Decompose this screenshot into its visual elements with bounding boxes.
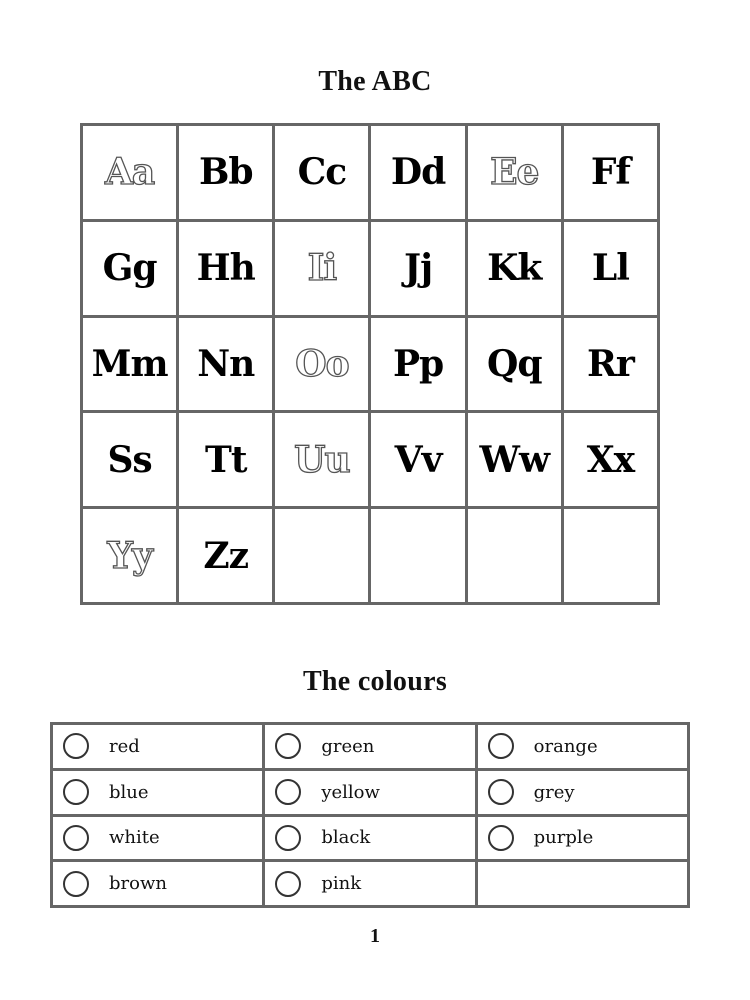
colours-title: The colours [302, 666, 448, 697]
letter-t: Tt [205, 438, 247, 481]
letter-p: Pp [392, 342, 444, 385]
letter-w: Ww [479, 438, 549, 481]
letter-cell-y [83, 509, 176, 602]
letter-cell-f [564, 126, 657, 219]
letter-cell-j [371, 222, 464, 315]
letter-cell-m [83, 318, 176, 411]
letter-cell-s [83, 413, 176, 506]
letter-u: Uu [294, 438, 350, 481]
letter-cell-w [468, 413, 561, 506]
letter-cell-i [275, 222, 368, 315]
letter-j: Jj [404, 247, 433, 290]
colour-label: orange [533, 735, 598, 757]
colour-item-brown [53, 862, 262, 905]
colour-item-white [53, 817, 262, 860]
circle-checkbox[interactable] [275, 825, 301, 851]
circle-checkbox[interactable] [488, 779, 514, 805]
circle-checkbox[interactable] [63, 733, 89, 759]
colour-item-grey [478, 771, 687, 814]
circle-checkbox[interactable] [63, 779, 89, 805]
letter-cell-d [371, 126, 464, 219]
letter-x: Xx [586, 438, 635, 481]
colour-label: white [109, 827, 160, 849]
colour-label: purple [533, 827, 594, 849]
letter-cell-r [564, 318, 657, 411]
circle-checkbox[interactable] [63, 825, 89, 851]
colour-label: red [109, 735, 140, 757]
letter-cell-c [275, 126, 368, 219]
letter-v: Vv [394, 438, 442, 481]
colour-item-black [265, 817, 474, 860]
letter-o: Oo [295, 342, 349, 385]
colour-label: blue [109, 781, 149, 803]
circle-checkbox[interactable] [488, 733, 514, 759]
letter-cell-k [468, 222, 561, 315]
page-number: 1 [370, 925, 380, 947]
colour-label: black [321, 827, 371, 849]
letter-z: Zz [203, 534, 249, 577]
letter-cell-g [83, 222, 176, 315]
letter-cell-e [468, 126, 561, 219]
letter-g: Gg [102, 247, 157, 290]
circle-checkbox[interactable] [63, 871, 89, 897]
letter-cell-z [179, 509, 272, 602]
abc-title: The ABC [318, 66, 432, 97]
letter-d: Dd [390, 151, 446, 194]
empty-cell [564, 509, 657, 602]
empty-cell [468, 509, 561, 602]
letter-r: Rr [586, 342, 634, 385]
empty-cell [275, 509, 368, 602]
letter-cell-p [371, 318, 464, 411]
colour-item-purple [478, 817, 687, 860]
letter-cell-a [83, 126, 176, 219]
colour-label: green [321, 735, 375, 757]
letter-y: Yy [107, 534, 152, 577]
colour-label: brown [109, 873, 167, 895]
letter-q: Qq [486, 342, 542, 385]
letter-s: Ss [107, 438, 152, 481]
letter-h: Hh [196, 247, 255, 290]
letter-i: Ii [307, 247, 337, 290]
letter-cell-h [179, 222, 272, 315]
colour-label: pink [321, 873, 362, 895]
letter-cell-b [179, 126, 272, 219]
colour-item-green [265, 725, 474, 768]
circle-checkbox[interactable] [275, 871, 301, 897]
letter-a: Aa [104, 151, 155, 194]
colour-item-orange [478, 725, 687, 768]
circle-checkbox[interactable] [275, 733, 301, 759]
circle-checkbox[interactable] [275, 779, 301, 805]
circle-checkbox[interactable] [488, 825, 514, 851]
letter-l: Ll [591, 247, 629, 290]
letter-cell-q [468, 318, 561, 411]
letter-e: Ee [490, 151, 539, 194]
abc-grid [80, 123, 660, 605]
letter-n: Nn [197, 342, 255, 385]
letter-b: Bb [198, 151, 253, 194]
letter-m: Mm [91, 342, 168, 385]
letter-cell-o [275, 318, 368, 411]
letter-cell-u [275, 413, 368, 506]
colour-item-blue [53, 771, 262, 814]
letter-cell-t [179, 413, 272, 506]
empty-cell [371, 509, 464, 602]
colour-label: grey [533, 781, 575, 803]
letter-f: Ff [590, 151, 630, 194]
colour-item-pink [265, 862, 474, 905]
letter-c: Cc [297, 151, 347, 194]
empty-cell [478, 862, 687, 905]
colour-item-yellow [265, 771, 474, 814]
letter-cell-x [564, 413, 657, 506]
letter-cell-l [564, 222, 657, 315]
letter-k: Kk [487, 247, 542, 290]
colour-item-red [53, 725, 262, 768]
letter-cell-v [371, 413, 464, 506]
colours-grid [50, 722, 690, 908]
letter-cell-n [179, 318, 272, 411]
colour-label: yellow [321, 781, 380, 803]
